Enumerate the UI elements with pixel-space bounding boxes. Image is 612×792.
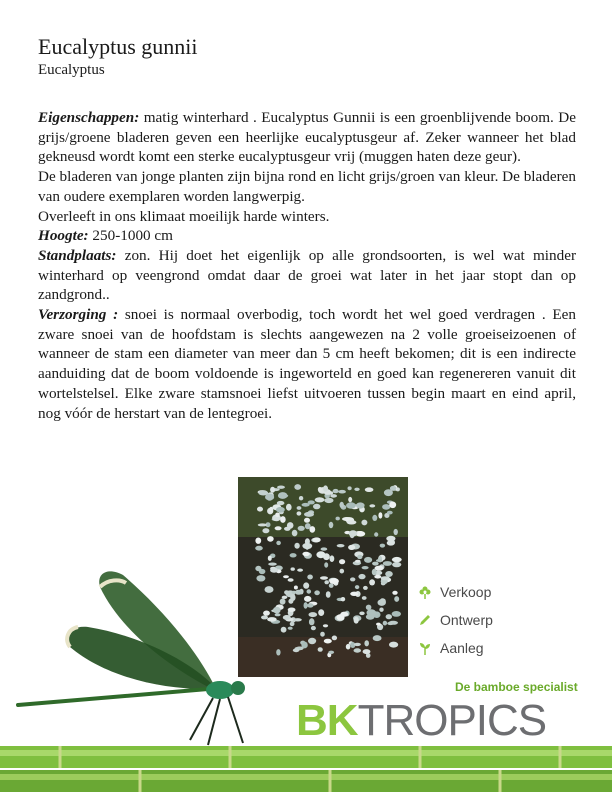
- verzorging-text: snoei is normaal overbodig, toch wordt het wel goed verdragen . Een zware snoei van de hoofdstam is slechts aangewezen na 2 volle groeiseizoenen of wanneer de stam een diameter van meer dan 5 cm heeft bekomen; dit is een indirecte aanduiding dat de boom voldoende is ingeworteld en goed kan regenereren vanuit dit wortelstelsel. Elke zware stamsnoei liefst uitvoeren tussen begin maart en eind april, nog vóór de herstart van de lentegroei.: [38, 306, 576, 422]
- brand-logo: [296, 696, 546, 746]
- winter-paragraph: Overleeft in ons klimaat moeilijk harde winters.: [38, 207, 330, 225]
- logo-tropics: TROPICS: [357, 696, 547, 745]
- logo-bk: BK: [296, 696, 358, 745]
- brand-tagline: De bamboe specialist: [455, 680, 578, 694]
- services-list: [418, 578, 493, 662]
- service-aanleg: [418, 634, 493, 662]
- page-subtitle: Eucalyptus: [38, 62, 105, 78]
- eucalyptus-photo-illustration: [238, 477, 408, 677]
- hoogte-text: 250-1000 cm: [88, 227, 173, 245]
- service-label: Verkoop: [440, 584, 492, 600]
- service-ontwerp: [418, 606, 493, 634]
- description-body: [38, 108, 576, 423]
- verzorging-paragraph: [38, 305, 576, 423]
- standplaats-label: Standplaats:: [38, 246, 117, 264]
- dragonfly-icon: [8, 565, 258, 750]
- flower-icon: [418, 585, 432, 599]
- page-title: Eucalyptus gunnii: [38, 34, 198, 59]
- hoogte-paragraph: [38, 226, 576, 246]
- eigenschappen-paragraph: [38, 108, 576, 167]
- plant-photo: [238, 477, 408, 677]
- service-label: Ontwerp: [440, 612, 493, 628]
- eigenschappen-label: Eigenschappen:: [38, 109, 140, 126]
- standplaats-paragraph: [38, 246, 576, 305]
- hoogte-label: Hoogte:: [38, 227, 89, 245]
- standplaats-text: zon. Hij doet het eigenlijk op alle grondsoorten, is wel wat minder winterhard op veengrond omdat daar de groei wat later in het jaar stopt dan op zandgrond..: [38, 246, 576, 304]
- service-label: Aanleg: [440, 640, 484, 656]
- leaves-paragraph: De bladeren van jonge planten zijn bijna rond en licht grijs/groen van kleur. De bladeren van oudere exemplaren worden langwerpig.: [38, 168, 576, 205]
- eigenschappen-text: matig winterhard . Eucalyptus Gunnii is een groenblijvende boom. De grijs/groene bladeren geven een heerlijke eucalyptusgeur af. Zeker wanneer het blad gekneusd wordt komt een sterke eucalyptusgeur vrij (muggen haten deze geur).: [38, 109, 576, 166]
- service-verkoop: [418, 578, 493, 606]
- verzorging-label: Verzorging :: [38, 306, 119, 324]
- bamboo-border: [0, 740, 612, 792]
- sprout-icon: [418, 641, 432, 655]
- pencil-icon: [418, 613, 432, 627]
